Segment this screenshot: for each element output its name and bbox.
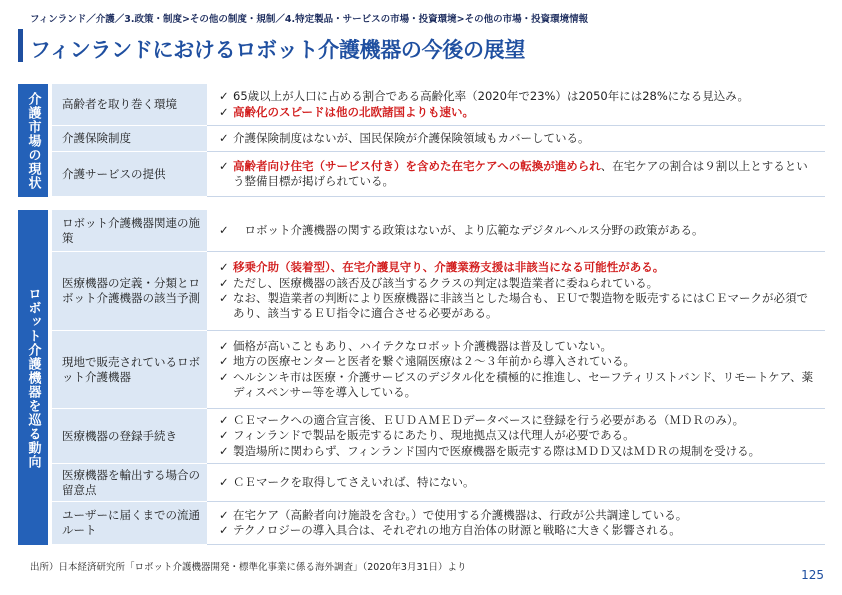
list-item: [219, 370, 819, 401]
item-text: テクノロジーの導入具合は、それぞれの地方自治体の財源と戦略に大きく影響される。: [233, 523, 681, 537]
list-item: [219, 260, 819, 275]
list-item: [219, 475, 819, 490]
item-text: ただし、医療機器の該否及び該当するクラスの判定は製造業者に委ねられている。: [233, 275, 659, 290]
row-body: [207, 409, 825, 464]
item-text: ロボット介護機器の関する政策はないが、より広範なデジタルヘルス分野の政策がある。: [233, 222, 704, 237]
item-text: 製造場所に関わらず、フィンランド国内で医療機器を販売する際はＭＤＤ又はＭＤＲの規制を受ける。: [233, 443, 761, 458]
section-market-status: [18, 84, 825, 197]
row-label: 医療機器の定義・分類とロボット介護機器の該当予測: [52, 252, 207, 331]
table-row: [52, 84, 825, 126]
item-text: 高齢者向け住宅（サービス付き）を含めた在宅ケアへの転換が進められ、在宅ケアの割合は９割以上とするという整備目標が掲げられている。: [233, 158, 808, 188]
check-icon: ✓: [219, 474, 229, 489]
check-icon: ✓: [219, 89, 229, 104]
item-text: 移乗介助（装着型）、在宅介護見守り、介護業務支援は非該当になる可能性がある。: [233, 260, 665, 275]
check-icon: ✓: [219, 523, 229, 537]
list-item: [219, 354, 819, 369]
row-label: 高齢者を取り巻く環境: [52, 84, 207, 126]
row-body: [207, 502, 825, 545]
row-label: 現地で販売されているロボット介護機器: [52, 331, 207, 409]
check-icon: ✓: [219, 260, 229, 275]
title-accent-bar: [18, 29, 23, 62]
section-rows: [52, 210, 825, 545]
check-icon: ✓: [219, 507, 229, 522]
item-text: 価格が高いこともあり、ハイテクなロボット介護機器は普及していない。: [233, 338, 613, 353]
table-row: [52, 331, 825, 409]
page-title: フィンランドにおけるロボット介護機器の今後の展望: [30, 38, 526, 62]
check-icon: ✓: [219, 428, 229, 443]
item-text: 65歳以上が人口に占める割合である高齢化率（2020年で23%）は2050年には28%になる見込み。: [233, 89, 749, 104]
table-row: [52, 502, 825, 545]
row-label: 介護サービスの提供: [52, 152, 207, 197]
breadcrumb: フィンランド／介護／3.政策・制度>その他の制度・規制／4.特定製品・サービスの市場・投資環境>その他の市場・投資環境情報: [30, 14, 589, 25]
list-item: [219, 131, 819, 146]
row-body: [207, 126, 825, 152]
check-icon: ✓: [219, 291, 229, 305]
list-item: [219, 89, 819, 104]
row-body: [207, 210, 825, 252]
list-item: [219, 276, 819, 291]
list-item: [219, 105, 819, 120]
row-body: [207, 252, 825, 331]
row-body: [207, 331, 825, 409]
table-row: [52, 252, 825, 331]
row-body: [207, 152, 825, 197]
item-text: ＣＥマークへの適合宣言後、ＥＵＤＡＭＥＤデータベースに登録を行う必要がある（ＭＤＲのみ）。: [233, 413, 745, 428]
table-row: [52, 210, 825, 252]
list-item: [219, 508, 819, 523]
row-label: 医療機器を輸出する場合の留意点: [52, 464, 207, 502]
check-icon: ✓: [219, 443, 229, 458]
check-icon: ✓: [219, 275, 229, 290]
item-text: フィンランドで製品を販売するにあたり、現地拠点又は代理人が必要である。: [233, 428, 635, 443]
check-icon: ✓: [219, 130, 229, 145]
item-text: 介護保険制度はないが、国民保険が介護保険領域もカバーしている。: [233, 130, 590, 145]
table-row: [52, 126, 825, 152]
row-label: 医療機器の登録手続き: [52, 409, 207, 464]
section-label: 介護市場の現状: [18, 84, 48, 197]
list-item: [219, 428, 819, 443]
check-icon: ✓: [219, 369, 229, 384]
check-icon: ✓: [219, 338, 229, 353]
section-rows: [52, 84, 825, 197]
table-row: [52, 152, 825, 197]
item-text: ヘルシンキ市は医療・介護サービスのデジタル化を積極的に推進し、セーフティリストバンド、リモートケア、薬ディスペンサー等を導入している。: [233, 369, 814, 399]
item-text: 高齢化のスピードは他の北欧諸国よりも速い。: [233, 104, 475, 119]
item-text: 在宅ケア（高齢者向け施設を含む。）で使用する介護機器は、行政が公共調達している。: [233, 507, 688, 522]
list-item: [219, 291, 819, 322]
section-label: ロボット介護機器を巡る動向: [18, 210, 48, 545]
item-text: 地方の医療センターと医者を繋ぐ遠隔医療は２～３年前から導入されている。: [233, 354, 636, 369]
table-row: [52, 409, 825, 464]
row-body: [207, 84, 825, 126]
list-item: [219, 413, 819, 428]
row-label: 介護保険制度: [52, 126, 207, 152]
check-icon: ✓: [219, 158, 229, 173]
check-icon: ✓: [219, 222, 229, 237]
list-item: [219, 523, 819, 538]
list-item: [219, 159, 819, 190]
row-label: ロボット介護機器関連の施策: [52, 210, 207, 252]
row-body: [207, 464, 825, 502]
source-note: 出所）日本経済研究所「ロボット介護機器開発・標準化事業に係る海外調査」（2020年3月31日）より: [30, 562, 467, 573]
section-robot-trends: [18, 210, 825, 545]
check-icon: ✓: [219, 354, 229, 369]
list-item: [219, 223, 819, 238]
page-number: 125: [801, 568, 824, 582]
row-label: ユーザーに届くまでの流通ルート: [52, 502, 207, 545]
list-item: [219, 444, 819, 459]
check-icon: ✓: [219, 413, 229, 428]
item-text: ＣＥマークを取得してさえいれば、特にない。: [233, 474, 475, 489]
table-row: [52, 464, 825, 502]
item-text: なお、製造業者の判断により医療機器に非該当とした場合も、ＥＵで製造物を販売するにはＣＥマークが必須であり、該当するＥＵ指令に適合させる必要がある。: [233, 291, 808, 321]
check-icon: ✓: [219, 104, 229, 119]
list-item: [219, 339, 819, 354]
